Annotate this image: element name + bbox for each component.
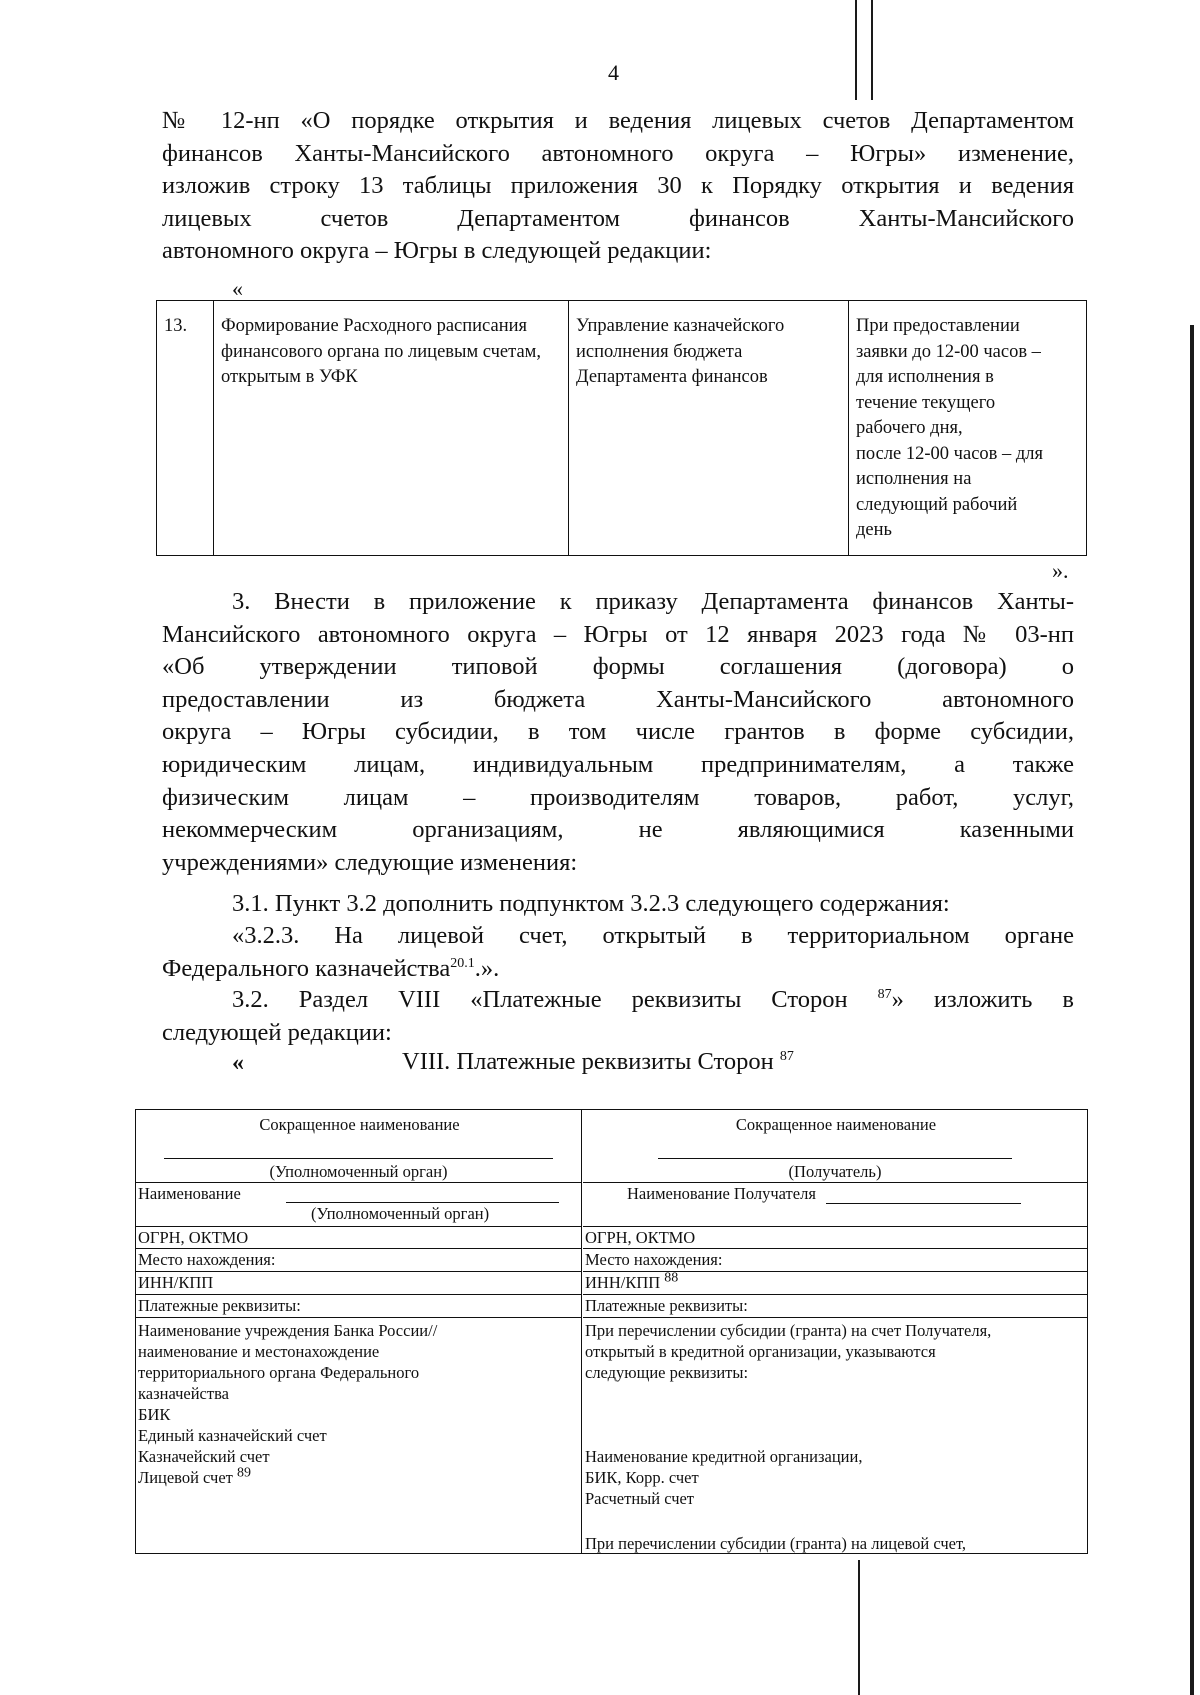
text-line: Мансийского автономного округа – Югры от 12 января 2023 года № 03-нп (162, 620, 1074, 648)
deadline-cell (849, 301, 1087, 556)
text-line: «3.2.3. На лицевой счет, открытый в территориальном органе (232, 922, 1074, 949)
text-line: следующие реквизиты: (585, 1363, 749, 1382)
underline (164, 1158, 553, 1159)
treasury-block (585, 1533, 1083, 1554)
bank-line: БИК (138, 1405, 171, 1424)
ogrn-label: ОГРН, ОКТМО (585, 1228, 696, 1247)
bank-line: Наименование кредитной организации, (585, 1447, 863, 1466)
recipient-name-label: Наименование Получателя (627, 1184, 816, 1203)
bank-line (138, 1467, 577, 1488)
scan-artifact-line (871, 0, 873, 100)
payment-details-label: Платежные реквизиты: (138, 1296, 301, 1315)
payment-details-row (136, 1295, 581, 1318)
amendment-table (156, 300, 1087, 556)
scan-artifact-line (1190, 325, 1194, 1695)
payment-details-table (135, 1109, 1088, 1554)
short-name-label: Сокращенное наименование (259, 1115, 460, 1134)
underline (826, 1186, 1021, 1204)
text-line: № 12-нп «О порядке открытия и ведения лицевых счетов Департаментом (162, 107, 1074, 134)
underline (658, 1158, 1012, 1159)
bank-line: казначейства (138, 1384, 229, 1403)
text-fragment: Федерального казначейства (162, 954, 451, 982)
personal-account-label: Лицевой счет (138, 1468, 233, 1487)
deadline-line: день (856, 520, 892, 540)
inn-label: ИНН/КПП (138, 1273, 214, 1292)
text-line: некоммерческим организациям, не являющимися казенными (162, 816, 1074, 844)
text-line: финансов Ханты-Мансийского автономного округа – Югры» изменение, (162, 139, 1074, 167)
location-label: Место нахождения: (585, 1250, 723, 1269)
footnote-ref: 20.1 (450, 955, 475, 971)
scan-artifact-line (858, 1560, 860, 1695)
scan-artifact-line (855, 0, 857, 100)
payment-details-row (583, 1295, 1087, 1318)
authority-column (136, 1110, 582, 1553)
bank-line: Казначейский счет (138, 1447, 270, 1466)
text-line: лицевых счетов Департаментом финансов Ханты-Мансийского (162, 204, 1074, 232)
short-name-row (136, 1110, 581, 1183)
short-name-caption: (Получатель) (788, 1162, 882, 1181)
intro-paragraph (162, 105, 1074, 268)
text-line: следующей редакции: (162, 1018, 392, 1046)
deadline-line: заявки до 12-00 часов – (856, 341, 1041, 362)
deadline-line: рабочего дня, (856, 418, 963, 438)
deadline-line: течение текущего (856, 392, 996, 413)
item-3-2 (162, 984, 1074, 1049)
text-line: автономного округа – Югры в следующей редакции: (162, 237, 712, 265)
closing-quote: ». (1052, 558, 1069, 583)
operation-cell: Формирование Расходного расписания финансового органа по лицевым счетам, открытым в УФК (214, 301, 569, 556)
heading-text: VIII. Платежные реквизиты Сторон (402, 1048, 774, 1075)
text-line: округа – Югры субсидии, в том числе грантов в форме субсидии, (162, 718, 1074, 746)
location-row (583, 1249, 1087, 1272)
text-line: При перечислении субсидии (гранта) на счет Получателя, (585, 1321, 992, 1340)
text-line: 3.1. Пункт 3.2 дополнить подпунктом 3.2.3 следующего содержания: (232, 890, 950, 917)
name-row (136, 1183, 581, 1227)
footnote-ref: 87 (877, 986, 892, 1002)
deadline-line: после 12-00 часов – для (856, 443, 1044, 464)
text-line: открытый в кредитной организации, указываются (585, 1342, 936, 1361)
bank-line: БИК, Корр. счет (585, 1468, 699, 1487)
bank-line: территориального органа Федерального (138, 1363, 420, 1382)
text-line: физическим лицам – производителям товаров, работ, услуг, (162, 783, 1074, 811)
ogrn-row (583, 1227, 1087, 1249)
text-line: предоставлении из бюджета Ханты-Мансийского автономного (162, 685, 1074, 713)
recipient-column (583, 1110, 1087, 1553)
footnote-ref: 88 (664, 1270, 679, 1286)
deadline-line: исполнения на (856, 469, 972, 489)
bank-line: Расчетный счет (585, 1489, 695, 1508)
text-line: юридическим лицам, индивидуальным предпринимателям, а также (162, 750, 1074, 778)
row-number: 13. (157, 301, 214, 556)
name-label: Наименование (138, 1184, 241, 1203)
text-line (162, 953, 1074, 986)
bank-line: Единый казначейский счет (138, 1426, 327, 1445)
bank-details-block (138, 1320, 577, 1488)
page-number: 4 (608, 60, 619, 85)
text-line: «Об утверждении типовой формы соглашения (договора) о (162, 653, 1074, 681)
footnote-ref: 89 (237, 1465, 252, 1481)
executor-cell: Управление казначейского исполнения бюджета Департамента финансов (569, 301, 849, 556)
text-line: При перечислении субсидии (гранта) на лицевой счет, (585, 1534, 967, 1553)
opening-quote: « (232, 276, 243, 301)
short-name-label: Сокращенное наименование (735, 1115, 937, 1134)
location-label: Место нахождения: (138, 1250, 276, 1269)
text-fragment: .». (474, 954, 500, 982)
bank-details-block (585, 1446, 1083, 1509)
item-3-paragraph (162, 586, 1074, 879)
name-caption: (Уполномоченный орган) (311, 1204, 490, 1223)
item-3-2-3 (162, 920, 1074, 985)
opening-quote: « (232, 1050, 244, 1076)
ogrn-label: ОГРН, ОКТМО (138, 1228, 249, 1247)
name-row (583, 1183, 1087, 1227)
table-row (157, 301, 1087, 556)
credit-org-block (585, 1320, 1083, 1383)
location-row (136, 1249, 581, 1272)
payment-details-label: Платежные реквизиты: (585, 1296, 748, 1315)
text-line (162, 984, 1074, 1017)
text-line: 3. Внести в приложение к приказу Департамента финансов Ханты- (232, 588, 1074, 615)
inn-row (583, 1272, 1087, 1295)
text-line: учреждениями» следующие изменения: (162, 848, 578, 876)
inn-row (136, 1272, 581, 1295)
text-fragment: 3.2. Раздел VIII «Платежные реквизиты Сторон (232, 986, 848, 1013)
short-name-caption: (Уполномоченный орган) (269, 1162, 448, 1181)
item-3-1 (162, 888, 1074, 921)
short-name-row (583, 1110, 1087, 1183)
deadline-line: При предоставлении (856, 316, 1020, 336)
bank-line: наименование и местонахождение (138, 1342, 380, 1361)
footnote-ref: 87 (779, 1048, 794, 1064)
inn-label: ИНН/КПП (585, 1273, 661, 1292)
deadline-line: следующий рабочий (856, 494, 1018, 515)
bank-line: Наименование учреждения Банка России// (138, 1321, 438, 1340)
ogrn-row (136, 1227, 581, 1249)
text-line: изложив строку 13 таблицы приложения 30 к Порядку открытия и ведения (162, 172, 1074, 200)
text-fragment: » изложить в (891, 986, 1074, 1013)
deadline-line: для исполнения в (856, 367, 994, 387)
section-heading (402, 1048, 794, 1076)
